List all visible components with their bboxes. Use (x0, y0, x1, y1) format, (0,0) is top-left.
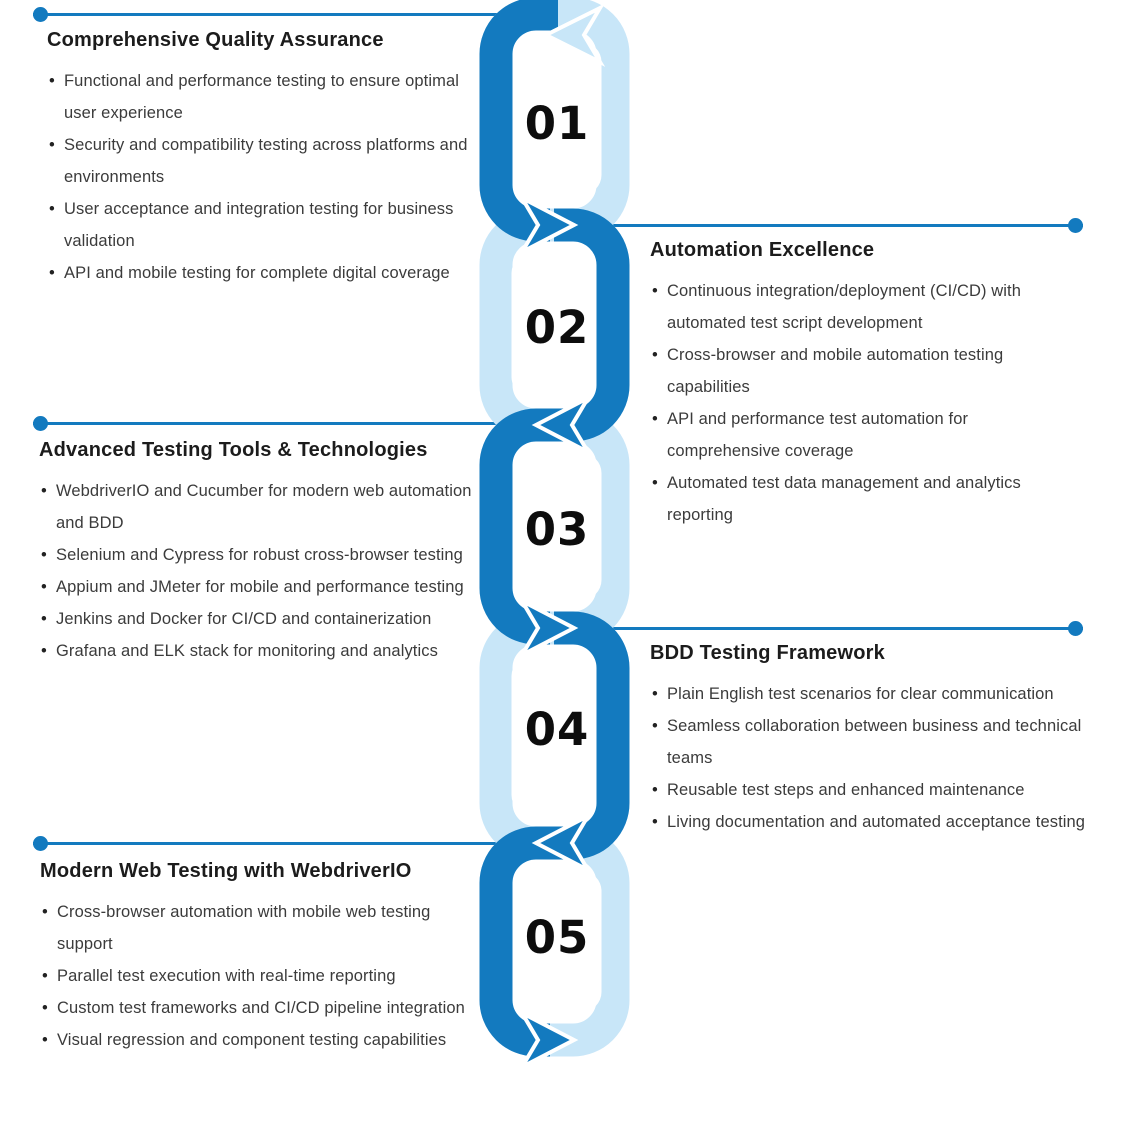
bullet-item (650, 275, 1058, 339)
bullet-text: Automated test data management and analytics reporting (667, 474, 1021, 524)
section-advanced-testing-tools (39, 438, 477, 667)
bullet-item (650, 710, 1088, 774)
connector-line-5 (33, 842, 500, 845)
bullet-list (650, 275, 1058, 531)
bullet-item (39, 635, 477, 667)
connector-dot-1 (33, 7, 48, 22)
connector-dot-3 (33, 416, 48, 431)
bullet-list (39, 475, 477, 667)
bullet-item (40, 1024, 468, 1056)
step-number-2: 02 (524, 301, 590, 354)
bullet-text: Reusable test steps and enhanced maintenance (667, 781, 1025, 799)
bullet-list (40, 896, 468, 1056)
connector-dot-2 (1068, 218, 1083, 233)
bullet-item (39, 475, 477, 539)
bullet-item (40, 896, 468, 960)
bullet-text: Cross-browser automation with mobile web testing support (57, 903, 431, 953)
bullet-text: Selenium and Cypress for robust cross-browser testing (56, 546, 463, 564)
bullet-list (47, 65, 475, 289)
bullet-text: API and performance test automation for comprehensive coverage (667, 410, 969, 460)
connector-line-3 (33, 422, 500, 425)
bullet-item (650, 403, 1058, 467)
bullet-item (47, 257, 475, 289)
bullet-item (39, 539, 477, 571)
bullet-text: Grafana and ELK stack for monitoring and analytics (56, 642, 438, 660)
bullet-text: Plain English test scenarios for clear communication (667, 685, 1054, 703)
bullet-item (47, 65, 475, 129)
bullet-text: Living documentation and automated acceptance testing (667, 813, 1086, 831)
bullet-item (650, 774, 1088, 806)
bullet-text: Jenkins and Docker for CI/CD and containerization (56, 610, 432, 628)
bullet-text: Seamless collaboration between business and technical teams (667, 717, 1082, 767)
bullet-text: WebdriverIO and Cucumber for modern web automation and BDD (56, 482, 472, 532)
bullet-text: Parallel test execution with real-time reporting (57, 967, 396, 985)
section-automation-excellence (650, 238, 1058, 531)
bullet-text: Continuous integration/deployment (CI/CD) with automated test script development (667, 282, 1022, 332)
bullet-item (40, 992, 468, 1024)
section-title: Modern Web Testing with WebdriverIO (40, 860, 412, 882)
bullet-item (47, 193, 475, 257)
bullet-item (650, 467, 1058, 531)
bullet-item (650, 339, 1058, 403)
section-title: BDD Testing Framework (650, 642, 885, 664)
section-title: Advanced Testing Tools & Technologies (39, 439, 428, 461)
bullet-text: Appium and JMeter for mobile and performance testing (56, 578, 464, 596)
bullet-text: Security and compatibility testing across platforms and environments (64, 136, 468, 186)
connector-line-2 (610, 224, 1083, 227)
section-comprehensive-quality-assurance (47, 28, 475, 289)
bullet-text: Functional and performance testing to ensure optimal user experience (64, 72, 460, 122)
bullet-item (39, 603, 477, 635)
connector-line-1 (33, 13, 500, 16)
bullet-item (650, 678, 1088, 710)
section-title: Automation Excellence (650, 239, 875, 261)
section-title: Comprehensive Quality Assurance (47, 29, 384, 51)
bullet-item (650, 806, 1088, 838)
step-number-1: 01 (524, 97, 590, 150)
bullet-item (40, 960, 468, 992)
bullet-item (47, 129, 475, 193)
bullet-text: API and mobile testing for complete digital coverage (64, 264, 450, 282)
section-modern-web-testing-webdriverio (40, 859, 468, 1056)
connector-dot-4 (1068, 621, 1083, 636)
connector-dot-5 (33, 836, 48, 851)
step-number-4: 04 (524, 703, 590, 756)
bullet-list (650, 678, 1088, 838)
bullet-text: Cross-browser and mobile automation testing capabilities (667, 346, 1004, 396)
bullet-text: Visual regression and component testing capabilities (57, 1031, 447, 1049)
connector-line-4 (610, 627, 1083, 630)
bullet-text: User acceptance and integration testing for business validation (64, 200, 454, 250)
step-number-3: 03 (524, 503, 590, 556)
step-number-5: 05 (524, 911, 590, 964)
bullet-item (39, 571, 477, 603)
section-bdd-testing-framework (650, 641, 1088, 838)
bullet-text: Custom test frameworks and CI/CD pipeline integration (57, 999, 465, 1017)
